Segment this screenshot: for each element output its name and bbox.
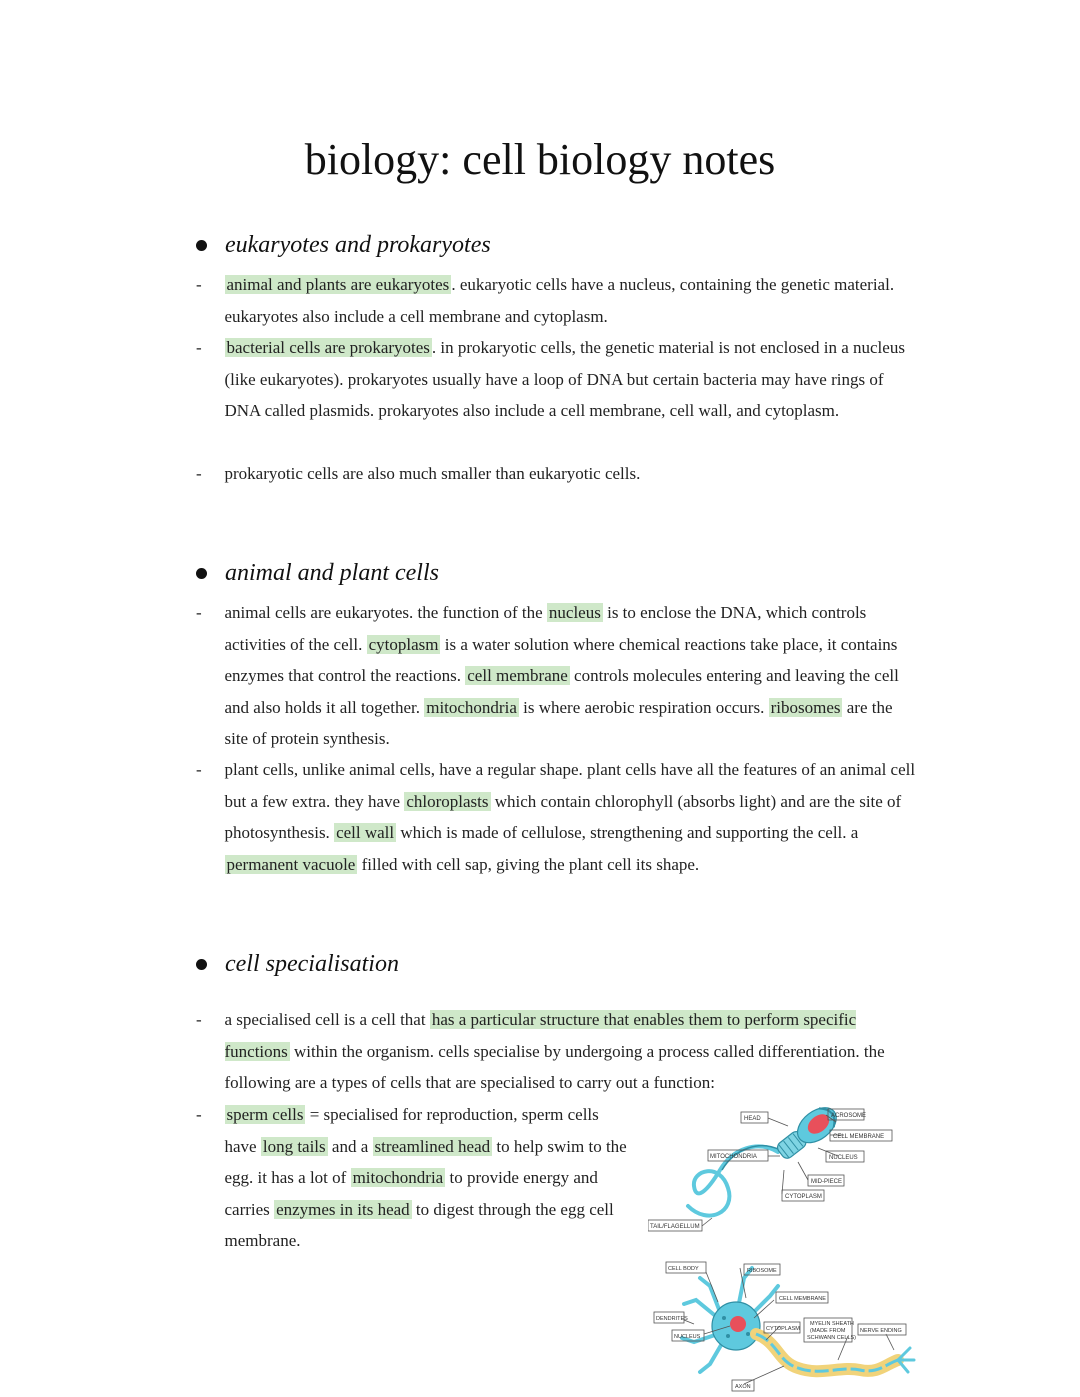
highlighted-text: ribosomes bbox=[770, 697, 841, 717]
paragraph-text bbox=[225, 754, 917, 880]
highlighted-text: chloroplasts bbox=[406, 791, 489, 811]
dash-marker: - bbox=[196, 1105, 202, 1124]
label-myelin-sheath: MYELIN SHEATH bbox=[810, 1321, 854, 1327]
highlighted-text: sperm cells bbox=[226, 1105, 304, 1124]
text-run: to help swim to the egg. it has a lot of bbox=[224, 1136, 627, 1187]
label-tail: TAIL/FLAGELLUM bbox=[650, 1224, 700, 1230]
text-run: which contain chlorophyll (absorbs light) and are the site of photosynthesis. bbox=[224, 791, 902, 842]
paragraph-text bbox=[225, 1099, 629, 1257]
highlighted-text: mitochondria bbox=[352, 1168, 444, 1187]
text-run: . in prokaryotic cells, the genetic material is not enclosed in a nucleus (like eukaryotes). prokaryotes usually have a loop of DNA but certain bacteria may have rings of DNA called plasmids. prokaryotes also include a cell membrane, cell wall, and cytoplasm. bbox=[224, 338, 905, 420]
label-cytoplasm: CYTOPLASM bbox=[785, 1194, 822, 1200]
paragraph-text bbox=[225, 332, 917, 427]
bullet-icon bbox=[196, 240, 207, 251]
highlighted-text: enzymes in its head bbox=[276, 1199, 410, 1219]
bullet-icon bbox=[196, 568, 207, 579]
text-run: a specialised cell is a cell that bbox=[224, 1010, 430, 1029]
label-dendrites: DENDRITES bbox=[656, 1316, 688, 1322]
text-run: which is made of cellulose, strengthening and supporting the cell. a bbox=[396, 823, 859, 842]
text-run: = specialised for reproduction, sperm cells have bbox=[224, 1105, 599, 1156]
paragraph-text bbox=[225, 458, 917, 490]
section-title: cell specialisation bbox=[225, 950, 399, 977]
text-run: within the organism. cells specialise by undergoing a process called differentiation. the following are a types of cells that are specialised to carry out a function: bbox=[224, 1041, 885, 1092]
text-run: controls molecules entering and leaving the cell and also holds it all together. bbox=[224, 666, 899, 717]
highlighted-text: animal and plants are eukaryotes bbox=[226, 275, 450, 294]
label-mid-piece: MID-PIECE bbox=[811, 1179, 843, 1185]
text-run: to digest through the egg cell membrane. bbox=[224, 1199, 614, 1250]
text-run: prokaryotic cells are also much smaller than eukaryotic cells. bbox=[224, 464, 641, 483]
label-nucleus: NUCLEUS bbox=[674, 1334, 701, 1340]
text-run: are the site of protein synthesis. bbox=[224, 697, 893, 748]
highlighted-text: cell wall bbox=[336, 823, 395, 842]
label-nucleus: NUCLEUS bbox=[829, 1155, 858, 1161]
label-cell-body: CELL BODY bbox=[668, 1266, 699, 1272]
label-ribosome: RIBOSOME bbox=[747, 1268, 777, 1274]
paragraph bbox=[196, 458, 916, 490]
dash-marker: - bbox=[196, 464, 202, 483]
nerve-cell-diagram bbox=[648, 1260, 918, 1397]
page-title: biology: cell biology notes bbox=[304, 135, 776, 184]
paragraph bbox=[196, 332, 916, 427]
sperm-cell-diagram bbox=[648, 1100, 908, 1240]
text-run: animal cells are eukaryotes. the function of the bbox=[224, 603, 547, 622]
section-heading-animal-plant bbox=[196, 555, 439, 591]
label-head: HEAD bbox=[744, 1116, 761, 1122]
text-run: is where aerobic respiration occurs. bbox=[518, 697, 769, 717]
paragraph-text bbox=[225, 1004, 913, 1099]
highlighted-text: cell membrane bbox=[467, 666, 568, 685]
label-mitochondria: MITOCHONDRIA bbox=[710, 1154, 757, 1160]
dash-marker: - bbox=[196, 1010, 202, 1029]
dash-marker: - bbox=[196, 603, 202, 622]
section-heading-eukaryotes bbox=[196, 227, 491, 263]
text-run: plant cells, unlike animal cells, have a regular shape. plant cells have all the features of an animal cell but a few extra. they have bbox=[224, 760, 916, 811]
highlighted-text: nucleus bbox=[548, 603, 601, 622]
dash-marker: - bbox=[196, 760, 202, 779]
label-axon: AXON bbox=[735, 1384, 751, 1390]
label-cytoplasm: CYTOPLASM bbox=[766, 1326, 800, 1332]
text-run: filled with cell sap, giving the plant cell its shape. bbox=[357, 854, 700, 874]
label-myelin-schwann: SCHWANN CELLS) bbox=[807, 1335, 856, 1341]
text-run: is to enclose the DNA, which controls activities of the cell. bbox=[224, 603, 867, 654]
highlighted-text: bacterial cells are prokaryotes bbox=[226, 338, 430, 357]
highlighted-text: has a particular structure that enables them to perform specific functions bbox=[224, 1010, 857, 1061]
label-acrosome: ACROSOME bbox=[831, 1113, 867, 1119]
highlighted-text: streamlined head bbox=[374, 1136, 491, 1156]
section-title: eukaryotes and prokaryotes bbox=[225, 231, 491, 258]
bullet-icon bbox=[196, 959, 207, 970]
paragraph bbox=[196, 1099, 628, 1257]
paragraph bbox=[196, 754, 916, 880]
paragraph bbox=[196, 1004, 912, 1099]
label-nerve-ending: NERVE ENDING bbox=[860, 1328, 902, 1334]
highlighted-text: cytoplasm bbox=[368, 634, 439, 654]
text-run: is a water solution where chemical reactions take place, it contains enzymes that control the reactions. bbox=[224, 634, 898, 685]
label-cell-membrane: CELL MEMBRANE bbox=[779, 1296, 826, 1302]
text-run: and a bbox=[327, 1136, 373, 1156]
text-run: to provide energy and carries bbox=[224, 1168, 598, 1219]
text-run: . eukaryotic cells have a nucleus, containing the genetic material. eukaryotes also include a cell membrane and cytoplasm. bbox=[224, 275, 895, 326]
label-cell-membrane: CELL MEMBRANE bbox=[833, 1134, 885, 1140]
label-myelin-made-from: (MADE FROM bbox=[810, 1328, 846, 1334]
paragraph bbox=[196, 269, 916, 332]
dash-marker: - bbox=[196, 275, 202, 294]
dash-marker: - bbox=[196, 338, 202, 357]
section-heading-specialisation bbox=[196, 946, 399, 982]
paragraph-text bbox=[225, 269, 917, 332]
paragraph bbox=[196, 597, 916, 755]
highlighted-text: mitochondria bbox=[426, 697, 517, 717]
highlighted-text: long tails bbox=[262, 1136, 326, 1156]
highlighted-text: permanent vacuole bbox=[226, 854, 356, 874]
section-title: animal and plant cells bbox=[225, 559, 439, 586]
paragraph-text bbox=[225, 597, 917, 755]
